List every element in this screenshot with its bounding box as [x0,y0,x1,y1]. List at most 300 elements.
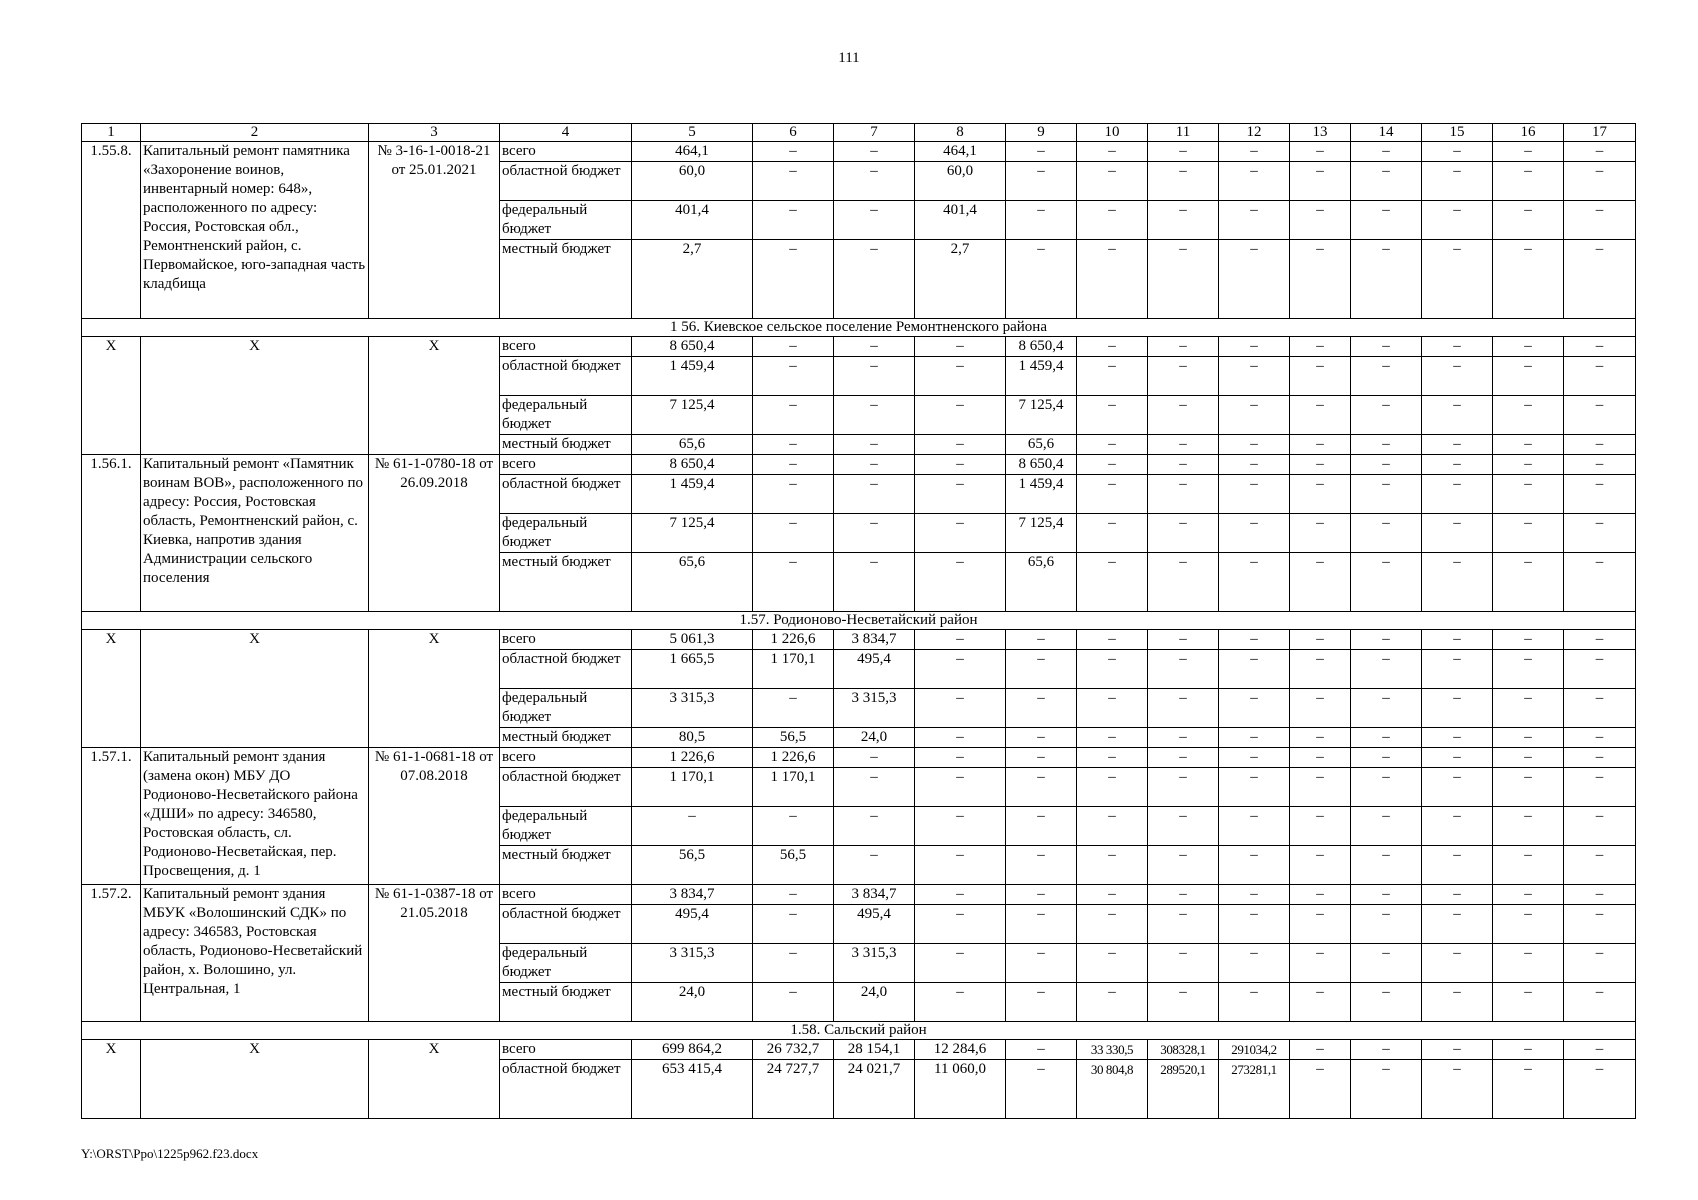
amount-cell: – [1493,396,1564,435]
amount-cell: – [1148,944,1219,983]
amount-cell: – [1564,807,1636,846]
amount-cell: – [1351,689,1422,728]
amount-cell: – [1290,357,1351,396]
amount-cell: – [1077,650,1148,689]
item-name: Капитальный ремонт памятника «Захоронение воинов, инвентарный номер: 648», расположенного по адресу: Россия, Ростовская обл., Ремонтненский район, с. Первомайское, юго-западная часть кладбища [141,142,369,319]
amount-cell: – [1006,728,1077,748]
item-number: 1.56.1. [82,455,141,612]
amount-cell: – [1290,807,1351,846]
amount-cell: 12 284,6 [915,1040,1006,1060]
amount-cell: – [1351,630,1422,650]
item-name: Капитальный ремонт здания МБУК «Волошинский СДК» по адресу: 346583, Ростовская область, Родионово-Несветайский район, х. Волошино, ул. Центральная, 1 [141,885,369,1022]
amount-cell: – [915,944,1006,983]
budget-source-label: всего [500,142,632,162]
amount-cell: 5 061,3 [632,630,753,650]
amount-cell: – [1219,475,1290,514]
amount-cell: – [1219,728,1290,748]
amount-cell: – [1006,748,1077,768]
budget-source-label: областной бюджет [500,162,632,201]
amount-cell: – [753,944,834,983]
amount-cell: – [834,337,915,357]
amount-cell: – [1493,357,1564,396]
amount-cell: – [834,475,915,514]
amount-cell: 65,6 [632,553,753,612]
amount-cell: 80,5 [632,728,753,748]
amount-cell: – [1290,1040,1351,1060]
amount-cell: – [632,807,753,846]
amount-cell: – [1564,885,1636,905]
amount-cell: – [1148,728,1219,748]
amount-cell: – [1290,650,1351,689]
amount-cell: – [1148,689,1219,728]
amount-cell: – [1077,885,1148,905]
amount-cell: – [753,514,834,553]
section-row [82,1022,1636,1040]
amount-cell: – [1290,1060,1351,1119]
amount-cell: – [1219,630,1290,650]
budget-source-label: всего [500,337,632,357]
amount-cell: – [1219,748,1290,768]
amount-cell: – [1351,514,1422,553]
amount-cell: – [1148,846,1219,885]
amount-cell: – [1219,201,1290,240]
amount-cell: – [834,846,915,885]
amount-cell: – [1219,944,1290,983]
amount-cell: 65,6 [632,435,753,455]
table-row [82,748,1636,768]
amount-cell: – [1564,728,1636,748]
amount-cell: – [1422,553,1493,612]
page-number: 111 [838,50,860,66]
amount-cell: – [834,807,915,846]
amount-cell: – [1077,846,1148,885]
amount-cell: – [834,201,915,240]
amount-cell: – [1290,455,1351,475]
amount-cell: 7 125,4 [1006,514,1077,553]
amount-cell: – [915,983,1006,1022]
amount-cell: – [1006,807,1077,846]
amount-cell: – [915,435,1006,455]
amount-cell: – [915,475,1006,514]
table-row [82,337,1636,357]
amount-cell: – [1564,650,1636,689]
amount-cell: – [1219,905,1290,944]
column-number: 4 [500,124,632,142]
budget-source-label: всего [500,1040,632,1060]
amount-cell: – [1290,514,1351,553]
amount-cell: – [915,728,1006,748]
column-number: 8 [915,124,1006,142]
amount-cell: 495,4 [632,905,753,944]
amount-cell: – [1148,905,1219,944]
item-name: Капитальный ремонт здания (замена окон) МБУ ДО Родионово-Несветайского района «ДШИ» по адресу: 346580, Ростовская область, сл. Родионово-Несветайская, пер. Просвещения, д. 1 [141,748,369,885]
budget-source-label: всего [500,748,632,768]
amount-cell: – [834,435,915,455]
amount-cell: – [1422,905,1493,944]
column-number: 9 [1006,124,1077,142]
amount-cell: – [1077,514,1148,553]
amount-cell: – [1422,944,1493,983]
amount-cell: – [1148,748,1219,768]
amount-cell: – [1219,650,1290,689]
column-number: 16 [1493,124,1564,142]
amount-cell: – [1077,944,1148,983]
amount-cell: – [1290,885,1351,905]
amount-cell: 8 650,4 [1006,337,1077,357]
amount-cell: – [1290,905,1351,944]
budget-source-label: местный бюджет [500,240,632,319]
amount-cell: – [1564,357,1636,396]
amount-cell: – [1148,983,1219,1022]
amount-cell: – [834,162,915,201]
budget-source-label: местный бюджет [500,553,632,612]
amount-cell: 1 226,6 [753,748,834,768]
amount-cell: – [753,396,834,435]
amount-cell: 1 170,1 [753,768,834,807]
amount-cell: – [1564,1060,1636,1119]
amount-cell: 24 727,7 [753,1060,834,1119]
amount-cell: 1 665,5 [632,650,753,689]
column-number: 10 [1077,124,1148,142]
amount-cell: – [1219,240,1290,319]
document-number: № 3-16-1-0018-21 от 25.01.2021 [369,142,500,319]
amount-cell: – [753,885,834,905]
table-row [82,1040,1636,1060]
amount-cell: – [1493,514,1564,553]
amount-cell: 289520,1 [1148,1060,1219,1119]
item-name: X [141,1040,369,1119]
item-number: X [82,630,141,748]
amount-cell: – [1219,455,1290,475]
amount-cell: – [1006,885,1077,905]
amount-cell: – [1422,455,1493,475]
amount-cell: – [834,142,915,162]
amount-cell: 24 021,7 [834,1060,915,1119]
amount-cell: – [1290,337,1351,357]
amount-cell: – [834,240,915,319]
amount-cell: – [1564,396,1636,435]
amount-cell: – [1290,435,1351,455]
amount-cell: – [1493,807,1564,846]
amount-cell: – [1219,983,1290,1022]
budget-source-label: местный бюджет [500,728,632,748]
amount-cell: – [1351,240,1422,319]
document-number: № 61-1-0681-18 от 07.08.2018 [369,748,500,885]
amount-cell: 24,0 [834,983,915,1022]
amount-cell: – [1422,435,1493,455]
amount-cell: – [1077,337,1148,357]
amount-cell: – [1564,240,1636,319]
amount-cell: – [1493,728,1564,748]
amount-cell: – [834,748,915,768]
amount-cell: – [1077,201,1148,240]
table-row [82,630,1636,650]
amount-cell: – [1422,514,1493,553]
amount-cell: – [915,689,1006,728]
amount-cell: – [753,807,834,846]
amount-cell: – [1290,768,1351,807]
amount-cell: – [915,396,1006,435]
amount-cell: – [1564,514,1636,553]
item-name: X [141,630,369,748]
amount-cell: – [1351,650,1422,689]
amount-cell: – [1148,630,1219,650]
amount-cell: – [1493,630,1564,650]
section-row [82,612,1636,630]
budget-source-label: областной бюджет [500,768,632,807]
amount-cell: – [1422,396,1493,435]
budget-source-label: всего [500,630,632,650]
amount-cell: 1 459,4 [1006,357,1077,396]
amount-cell: – [834,514,915,553]
amount-cell: – [1564,905,1636,944]
amount-cell: – [1219,357,1290,396]
amount-cell: – [1077,357,1148,396]
amount-cell: – [1493,1060,1564,1119]
amount-cell: – [1290,846,1351,885]
document-number: X [369,337,500,455]
amount-cell: – [1148,807,1219,846]
amount-cell: – [834,455,915,475]
amount-cell: – [1564,201,1636,240]
amount-cell: – [1077,142,1148,162]
amount-cell: – [1422,807,1493,846]
amount-cell: 653 415,4 [632,1060,753,1119]
amount-cell: 2,7 [632,240,753,319]
amount-cell: 3 315,3 [834,944,915,983]
amount-cell: – [1493,650,1564,689]
budget-source-label: областной бюджет [500,357,632,396]
amount-cell: 3 834,7 [632,885,753,905]
amount-cell: – [1564,455,1636,475]
amount-cell: – [1148,201,1219,240]
budget-source-label: федеральный бюджет [500,514,632,553]
budget-source-label: федеральный бюджет [500,201,632,240]
amount-cell: – [1422,650,1493,689]
amount-cell: – [1077,240,1148,319]
amount-cell: – [1148,337,1219,357]
amount-cell: – [1077,630,1148,650]
table-body [82,124,1636,1119]
amount-cell: – [1493,983,1564,1022]
amount-cell: 464,1 [632,142,753,162]
amount-cell: 699 864,2 [632,1040,753,1060]
amount-cell: 26 732,7 [753,1040,834,1060]
amount-cell: – [1564,553,1636,612]
amount-cell: – [1290,201,1351,240]
amount-cell: – [1351,944,1422,983]
amount-cell: 65,6 [1006,435,1077,455]
amount-cell: – [1148,357,1219,396]
amount-cell: – [1351,475,1422,514]
amount-cell: – [1351,357,1422,396]
document-number: № 61-1-0780-18 от 26.09.2018 [369,455,500,612]
amount-cell: – [1351,553,1422,612]
amount-cell: – [1006,983,1077,1022]
amount-cell: – [1351,142,1422,162]
amount-cell: – [1077,435,1148,455]
amount-cell: – [1493,905,1564,944]
amount-cell: – [1564,435,1636,455]
column-number: 17 [1564,124,1636,142]
amount-cell: – [1351,396,1422,435]
amount-cell: – [915,357,1006,396]
amount-cell: – [1290,689,1351,728]
budget-source-label: местный бюджет [500,435,632,455]
amount-cell: – [1564,142,1636,162]
amount-cell: – [1422,162,1493,201]
amount-cell: 1 226,6 [632,748,753,768]
amount-cell: 60,0 [915,162,1006,201]
amount-cell: 56,5 [632,846,753,885]
amount-cell: 30 804,8 [1077,1060,1148,1119]
amount-cell: – [834,768,915,807]
amount-cell: – [915,553,1006,612]
budget-source-label: федеральный бюджет [500,396,632,435]
amount-cell: 3 834,7 [834,630,915,650]
amount-cell: 11 060,0 [915,1060,1006,1119]
amount-cell: – [753,435,834,455]
amount-cell: 7 125,4 [1006,396,1077,435]
amount-cell: – [1148,455,1219,475]
amount-cell: – [1564,1040,1636,1060]
amount-cell: – [1493,142,1564,162]
amount-cell: – [1351,905,1422,944]
amount-cell: – [1219,337,1290,357]
column-number: 1 [82,124,141,142]
amount-cell: 28 154,1 [834,1040,915,1060]
amount-cell: – [1290,142,1351,162]
budget-source-label: местный бюджет [500,983,632,1022]
amount-cell: – [1148,650,1219,689]
amount-cell: – [915,337,1006,357]
amount-cell: – [1493,689,1564,728]
amount-cell: – [1219,885,1290,905]
amount-cell: – [915,885,1006,905]
amount-cell: – [753,553,834,612]
amount-cell: 495,4 [834,905,915,944]
amount-cell: 401,4 [915,201,1006,240]
amount-cell: – [1006,905,1077,944]
amount-cell: 464,1 [915,142,1006,162]
amount-cell: – [753,357,834,396]
document-number: X [369,1040,500,1119]
amount-cell: – [1219,435,1290,455]
amount-cell: – [1077,748,1148,768]
column-number: 14 [1351,124,1422,142]
column-number: 11 [1148,124,1219,142]
amount-cell: – [1351,807,1422,846]
item-name: Капитальный ремонт «Памятник воинам ВОВ», расположенного по адресу: Россия, Ростовская область, Ремонтненский район, с. Киевка, напротив здания Администрации сельского поселения [141,455,369,612]
amount-cell: – [1219,396,1290,435]
amount-cell: – [915,768,1006,807]
amount-cell: – [1564,475,1636,514]
amount-cell: – [915,748,1006,768]
amount-cell: 1 459,4 [1006,475,1077,514]
amount-cell: 1 170,1 [753,650,834,689]
budget-source-label: федеральный бюджет [500,944,632,983]
amount-cell: – [1351,162,1422,201]
amount-cell: – [1422,728,1493,748]
item-number: 1.57.1. [82,748,141,885]
amount-cell: – [1077,475,1148,514]
column-number-row [82,124,1636,142]
amount-cell: – [1219,846,1290,885]
amount-cell: – [1219,807,1290,846]
amount-cell: – [1564,983,1636,1022]
item-number: X [82,1040,141,1119]
column-number: 13 [1290,124,1351,142]
amount-cell: – [1219,553,1290,612]
amount-cell: – [1422,1040,1493,1060]
amount-cell: – [915,455,1006,475]
amount-cell: – [1422,475,1493,514]
amount-cell: – [1077,396,1148,435]
amount-cell: – [1493,1040,1564,1060]
amount-cell: – [1564,337,1636,357]
amount-cell: – [1006,650,1077,689]
amount-cell: – [915,514,1006,553]
amount-cell: 291034,2 [1219,1040,1290,1060]
column-number: 2 [141,124,369,142]
column-number: 15 [1422,124,1493,142]
amount-cell: – [1564,689,1636,728]
amount-cell: – [1290,553,1351,612]
amount-cell: – [1077,807,1148,846]
amount-cell: – [753,983,834,1022]
amount-cell: 1 459,4 [632,357,753,396]
amount-cell: – [1351,1040,1422,1060]
amount-cell: 7 125,4 [632,514,753,553]
amount-cell: – [1351,748,1422,768]
amount-cell: – [915,807,1006,846]
amount-cell: 7 125,4 [632,396,753,435]
amount-cell: – [1422,983,1493,1022]
amount-cell: 33 330,5 [1077,1040,1148,1060]
file-path-footer: Y:\ORST\Ppo\1225p962.f23.docx [81,1146,259,1161]
amount-cell: 1 170,1 [632,768,753,807]
item-name: X [141,337,369,455]
amount-cell: – [1422,201,1493,240]
item-number: 1.55.8. [82,142,141,319]
amount-cell: – [1290,630,1351,650]
amount-cell: – [915,630,1006,650]
amount-cell: – [1422,630,1493,650]
amount-cell: – [1493,768,1564,807]
amount-cell: – [1564,630,1636,650]
amount-cell: – [1290,944,1351,983]
amount-cell: – [1422,1060,1493,1119]
table-row [82,885,1636,905]
amount-cell: – [1564,768,1636,807]
amount-cell: 401,4 [632,201,753,240]
amount-cell: – [753,455,834,475]
table-row [82,142,1636,162]
amount-cell: – [753,689,834,728]
amount-cell: 8 650,4 [1006,455,1077,475]
amount-cell: – [1351,768,1422,807]
amount-cell: – [1077,553,1148,612]
amount-cell: – [1351,1060,1422,1119]
amount-cell: – [1351,435,1422,455]
amount-cell: – [1351,983,1422,1022]
amount-cell: – [1006,768,1077,807]
amount-cell: – [1422,689,1493,728]
amount-cell: – [1006,240,1077,319]
amount-cell: – [1493,435,1564,455]
amount-cell: 24,0 [834,728,915,748]
section-title: 1 56. Киевское сельское поселение Ремонтненского района [82,319,1636,337]
